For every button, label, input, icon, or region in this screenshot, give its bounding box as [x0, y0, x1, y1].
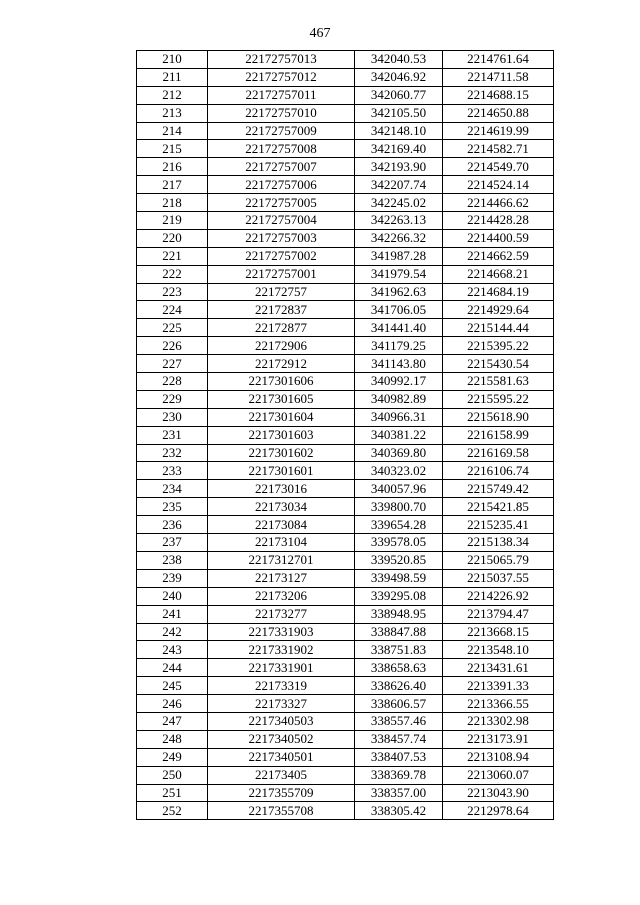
y-coordinate-cell: 2215749.42 [443, 480, 554, 498]
table-row [137, 480, 554, 498]
point-id-cell: 2217301605 [208, 390, 355, 408]
point-id-cell: 2217340503 [208, 712, 355, 730]
point-id-cell: 2217355708 [208, 802, 355, 820]
table-row [137, 641, 554, 659]
table-row [137, 283, 554, 301]
table-row [137, 766, 554, 784]
table-row [137, 748, 554, 766]
y-coordinate-cell: 2215138.34 [443, 534, 554, 552]
row-index-cell: 235 [137, 498, 208, 516]
row-index-cell: 249 [137, 748, 208, 766]
point-id-cell: 22172757006 [208, 176, 355, 194]
y-coordinate-cell: 2214619.99 [443, 122, 554, 140]
y-coordinate-cell: 2214688.15 [443, 86, 554, 104]
x-coordinate-cell: 338606.57 [355, 695, 443, 713]
point-id-cell: 22173327 [208, 695, 355, 713]
y-coordinate-cell: 2214524.14 [443, 176, 554, 194]
point-id-cell: 22172757007 [208, 158, 355, 176]
x-coordinate-cell: 342263.13 [355, 212, 443, 230]
table-row [137, 551, 554, 569]
y-coordinate-cell: 2214466.62 [443, 194, 554, 212]
x-coordinate-cell: 342245.02 [355, 194, 443, 212]
row-index-cell: 226 [137, 337, 208, 355]
x-coordinate-cell: 342046.92 [355, 68, 443, 86]
row-index-cell: 245 [137, 677, 208, 695]
row-index-cell: 242 [137, 623, 208, 641]
x-coordinate-cell: 342266.32 [355, 229, 443, 247]
x-coordinate-cell: 338407.53 [355, 748, 443, 766]
point-id-cell: 22172757005 [208, 194, 355, 212]
point-id-cell: 22172906 [208, 337, 355, 355]
row-index-cell: 246 [137, 695, 208, 713]
point-id-cell: 22172757002 [208, 247, 355, 265]
row-index-cell: 219 [137, 212, 208, 230]
table-row [137, 498, 554, 516]
y-coordinate-cell: 2212978.64 [443, 802, 554, 820]
y-coordinate-cell: 2215235.41 [443, 516, 554, 534]
row-index-cell: 239 [137, 569, 208, 587]
point-id-cell: 2217301604 [208, 408, 355, 426]
row-index-cell: 224 [137, 301, 208, 319]
table-row [137, 659, 554, 677]
row-index-cell: 232 [137, 444, 208, 462]
y-coordinate-cell: 2215595.22 [443, 390, 554, 408]
y-coordinate-cell: 2214761.64 [443, 51, 554, 69]
y-coordinate-cell: 2214428.28 [443, 212, 554, 230]
y-coordinate-cell: 2215395.22 [443, 337, 554, 355]
table-row [137, 194, 554, 212]
y-coordinate-cell: 2213043.90 [443, 784, 554, 802]
row-index-cell: 218 [137, 194, 208, 212]
table-row [137, 784, 554, 802]
point-id-cell: 2217331901 [208, 659, 355, 677]
x-coordinate-cell: 342193.90 [355, 158, 443, 176]
row-index-cell: 227 [137, 355, 208, 373]
x-coordinate-cell: 341979.54 [355, 265, 443, 283]
x-coordinate-cell: 338626.40 [355, 677, 443, 695]
y-coordinate-cell: 2215421.85 [443, 498, 554, 516]
x-coordinate-cell: 340992.17 [355, 373, 443, 391]
row-index-cell: 248 [137, 730, 208, 748]
y-coordinate-cell: 2214668.21 [443, 265, 554, 283]
table-row [137, 408, 554, 426]
y-coordinate-cell: 2215144.44 [443, 319, 554, 337]
y-coordinate-cell: 2214582.71 [443, 140, 554, 158]
point-id-cell: 22172757008 [208, 140, 355, 158]
table-row [137, 301, 554, 319]
y-coordinate-cell: 2213366.55 [443, 695, 554, 713]
x-coordinate-cell: 338457.74 [355, 730, 443, 748]
row-index-cell: 240 [137, 587, 208, 605]
point-id-cell: 22173104 [208, 534, 355, 552]
y-coordinate-cell: 2214226.92 [443, 587, 554, 605]
point-id-cell: 22172757013 [208, 51, 355, 69]
point-id-cell: 22172837 [208, 301, 355, 319]
point-id-cell: 22173277 [208, 605, 355, 623]
table-row [137, 426, 554, 444]
x-coordinate-cell: 340966.31 [355, 408, 443, 426]
x-coordinate-cell: 339520.85 [355, 551, 443, 569]
table-row [137, 355, 554, 373]
row-index-cell: 211 [137, 68, 208, 86]
y-coordinate-cell: 2214400.59 [443, 229, 554, 247]
point-id-cell: 22172912 [208, 355, 355, 373]
x-coordinate-cell: 341987.28 [355, 247, 443, 265]
row-index-cell: 237 [137, 534, 208, 552]
y-coordinate-cell: 2213794.47 [443, 605, 554, 623]
x-coordinate-cell: 341441.40 [355, 319, 443, 337]
y-coordinate-cell: 2215581.63 [443, 373, 554, 391]
x-coordinate-cell: 338751.83 [355, 641, 443, 659]
y-coordinate-cell: 2215065.79 [443, 551, 554, 569]
y-coordinate-cell: 2215037.55 [443, 569, 554, 587]
y-coordinate-cell: 2213548.10 [443, 641, 554, 659]
row-index-cell: 215 [137, 140, 208, 158]
y-coordinate-cell: 2213108.94 [443, 748, 554, 766]
point-id-cell: 2217340501 [208, 748, 355, 766]
y-coordinate-cell: 2214684.19 [443, 283, 554, 301]
point-id-cell: 2217301601 [208, 462, 355, 480]
x-coordinate-cell: 339800.70 [355, 498, 443, 516]
x-coordinate-cell: 341706.05 [355, 301, 443, 319]
row-index-cell: 243 [137, 641, 208, 659]
table-row [137, 337, 554, 355]
row-index-cell: 222 [137, 265, 208, 283]
point-id-cell: 2217355709 [208, 784, 355, 802]
x-coordinate-cell: 342169.40 [355, 140, 443, 158]
table-row [137, 534, 554, 552]
table-row [137, 104, 554, 122]
x-coordinate-cell: 342148.10 [355, 122, 443, 140]
table-row [137, 677, 554, 695]
y-coordinate-cell: 2215430.54 [443, 355, 554, 373]
x-coordinate-cell: 338369.78 [355, 766, 443, 784]
page-number: 467 [309, 26, 331, 41]
table-row [137, 265, 554, 283]
table-row [137, 51, 554, 69]
coordinates-table [136, 50, 554, 820]
row-index-cell: 223 [137, 283, 208, 301]
point-id-cell: 22173016 [208, 480, 355, 498]
x-coordinate-cell: 338847.88 [355, 623, 443, 641]
y-coordinate-cell: 2215618.90 [443, 408, 554, 426]
x-coordinate-cell: 338658.63 [355, 659, 443, 677]
table-row [137, 444, 554, 462]
point-id-cell: 2217331903 [208, 623, 355, 641]
table-row [137, 462, 554, 480]
table-row [137, 319, 554, 337]
y-coordinate-cell: 2213668.15 [443, 623, 554, 641]
point-id-cell: 22173405 [208, 766, 355, 784]
point-id-cell: 22172757003 [208, 229, 355, 247]
row-index-cell: 228 [137, 373, 208, 391]
table-row [137, 390, 554, 408]
y-coordinate-cell: 2213060.07 [443, 766, 554, 784]
x-coordinate-cell: 342060.77 [355, 86, 443, 104]
y-coordinate-cell: 2216169.58 [443, 444, 554, 462]
row-index-cell: 238 [137, 551, 208, 569]
point-id-cell: 2217301603 [208, 426, 355, 444]
table-row [137, 695, 554, 713]
point-id-cell: 22173127 [208, 569, 355, 587]
table-row [137, 802, 554, 820]
point-id-cell: 22172757011 [208, 86, 355, 104]
x-coordinate-cell: 340323.02 [355, 462, 443, 480]
x-coordinate-cell: 339498.59 [355, 569, 443, 587]
point-id-cell: 22172757012 [208, 68, 355, 86]
x-coordinate-cell: 340369.80 [355, 444, 443, 462]
row-index-cell: 244 [137, 659, 208, 677]
y-coordinate-cell: 2214711.58 [443, 68, 554, 86]
y-coordinate-cell: 2216106.74 [443, 462, 554, 480]
y-coordinate-cell: 2214662.59 [443, 247, 554, 265]
x-coordinate-cell: 342040.53 [355, 51, 443, 69]
row-index-cell: 231 [137, 426, 208, 444]
table-row [137, 229, 554, 247]
x-coordinate-cell: 341962.63 [355, 283, 443, 301]
point-id-cell: 22172877 [208, 319, 355, 337]
table-row [137, 247, 554, 265]
x-coordinate-cell: 340381.22 [355, 426, 443, 444]
y-coordinate-cell: 2214929.64 [443, 301, 554, 319]
point-id-cell: 22173319 [208, 677, 355, 695]
row-index-cell: 241 [137, 605, 208, 623]
point-id-cell: 22172757009 [208, 122, 355, 140]
table-row [137, 176, 554, 194]
table-row [137, 730, 554, 748]
table-row [137, 569, 554, 587]
x-coordinate-cell: 339295.08 [355, 587, 443, 605]
row-index-cell: 220 [137, 229, 208, 247]
point-id-cell: 22173034 [208, 498, 355, 516]
table-row [137, 712, 554, 730]
point-id-cell: 2217340502 [208, 730, 355, 748]
x-coordinate-cell: 338305.42 [355, 802, 443, 820]
y-coordinate-cell: 2213431.61 [443, 659, 554, 677]
x-coordinate-cell: 338557.46 [355, 712, 443, 730]
y-coordinate-cell: 2214650.88 [443, 104, 554, 122]
table-row [137, 373, 554, 391]
row-index-cell: 229 [137, 390, 208, 408]
y-coordinate-cell: 2216158.99 [443, 426, 554, 444]
y-coordinate-cell: 2214549.70 [443, 158, 554, 176]
x-coordinate-cell: 341179.25 [355, 337, 443, 355]
x-coordinate-cell: 338948.95 [355, 605, 443, 623]
point-id-cell: 2217312701 [208, 551, 355, 569]
row-index-cell: 247 [137, 712, 208, 730]
point-id-cell: 22172757004 [208, 212, 355, 230]
row-index-cell: 233 [137, 462, 208, 480]
point-id-cell: 22172757 [208, 283, 355, 301]
point-id-cell: 22173084 [208, 516, 355, 534]
x-coordinate-cell: 339578.05 [355, 534, 443, 552]
point-id-cell: 2217301602 [208, 444, 355, 462]
table-row [137, 516, 554, 534]
table-row [137, 587, 554, 605]
point-id-cell: 22172757001 [208, 265, 355, 283]
table-row [137, 122, 554, 140]
x-coordinate-cell: 342207.74 [355, 176, 443, 194]
row-index-cell: 236 [137, 516, 208, 534]
x-coordinate-cell: 340982.89 [355, 390, 443, 408]
table-row [137, 623, 554, 641]
x-coordinate-cell: 340057.96 [355, 480, 443, 498]
table-body [137, 51, 554, 820]
row-index-cell: 210 [137, 51, 208, 69]
row-index-cell: 251 [137, 784, 208, 802]
x-coordinate-cell: 339654.28 [355, 516, 443, 534]
point-id-cell: 22172757010 [208, 104, 355, 122]
y-coordinate-cell: 2213391.33 [443, 677, 554, 695]
x-coordinate-cell: 338357.00 [355, 784, 443, 802]
table-row [137, 68, 554, 86]
point-id-cell: 2217331902 [208, 641, 355, 659]
table-row [137, 86, 554, 104]
y-coordinate-cell: 2213302.98 [443, 712, 554, 730]
row-index-cell: 225 [137, 319, 208, 337]
row-index-cell: 212 [137, 86, 208, 104]
row-index-cell: 234 [137, 480, 208, 498]
row-index-cell: 250 [137, 766, 208, 784]
row-index-cell: 221 [137, 247, 208, 265]
row-index-cell: 213 [137, 104, 208, 122]
table-row [137, 605, 554, 623]
row-index-cell: 230 [137, 408, 208, 426]
row-index-cell: 214 [137, 122, 208, 140]
table-row [137, 212, 554, 230]
x-coordinate-cell: 341143.80 [355, 355, 443, 373]
y-coordinate-cell: 2213173.91 [443, 730, 554, 748]
x-coordinate-cell: 342105.50 [355, 104, 443, 122]
point-id-cell: 2217301606 [208, 373, 355, 391]
point-id-cell: 22173206 [208, 587, 355, 605]
table-row [137, 158, 554, 176]
row-index-cell: 252 [137, 802, 208, 820]
row-index-cell: 216 [137, 158, 208, 176]
table-row [137, 140, 554, 158]
row-index-cell: 217 [137, 176, 208, 194]
